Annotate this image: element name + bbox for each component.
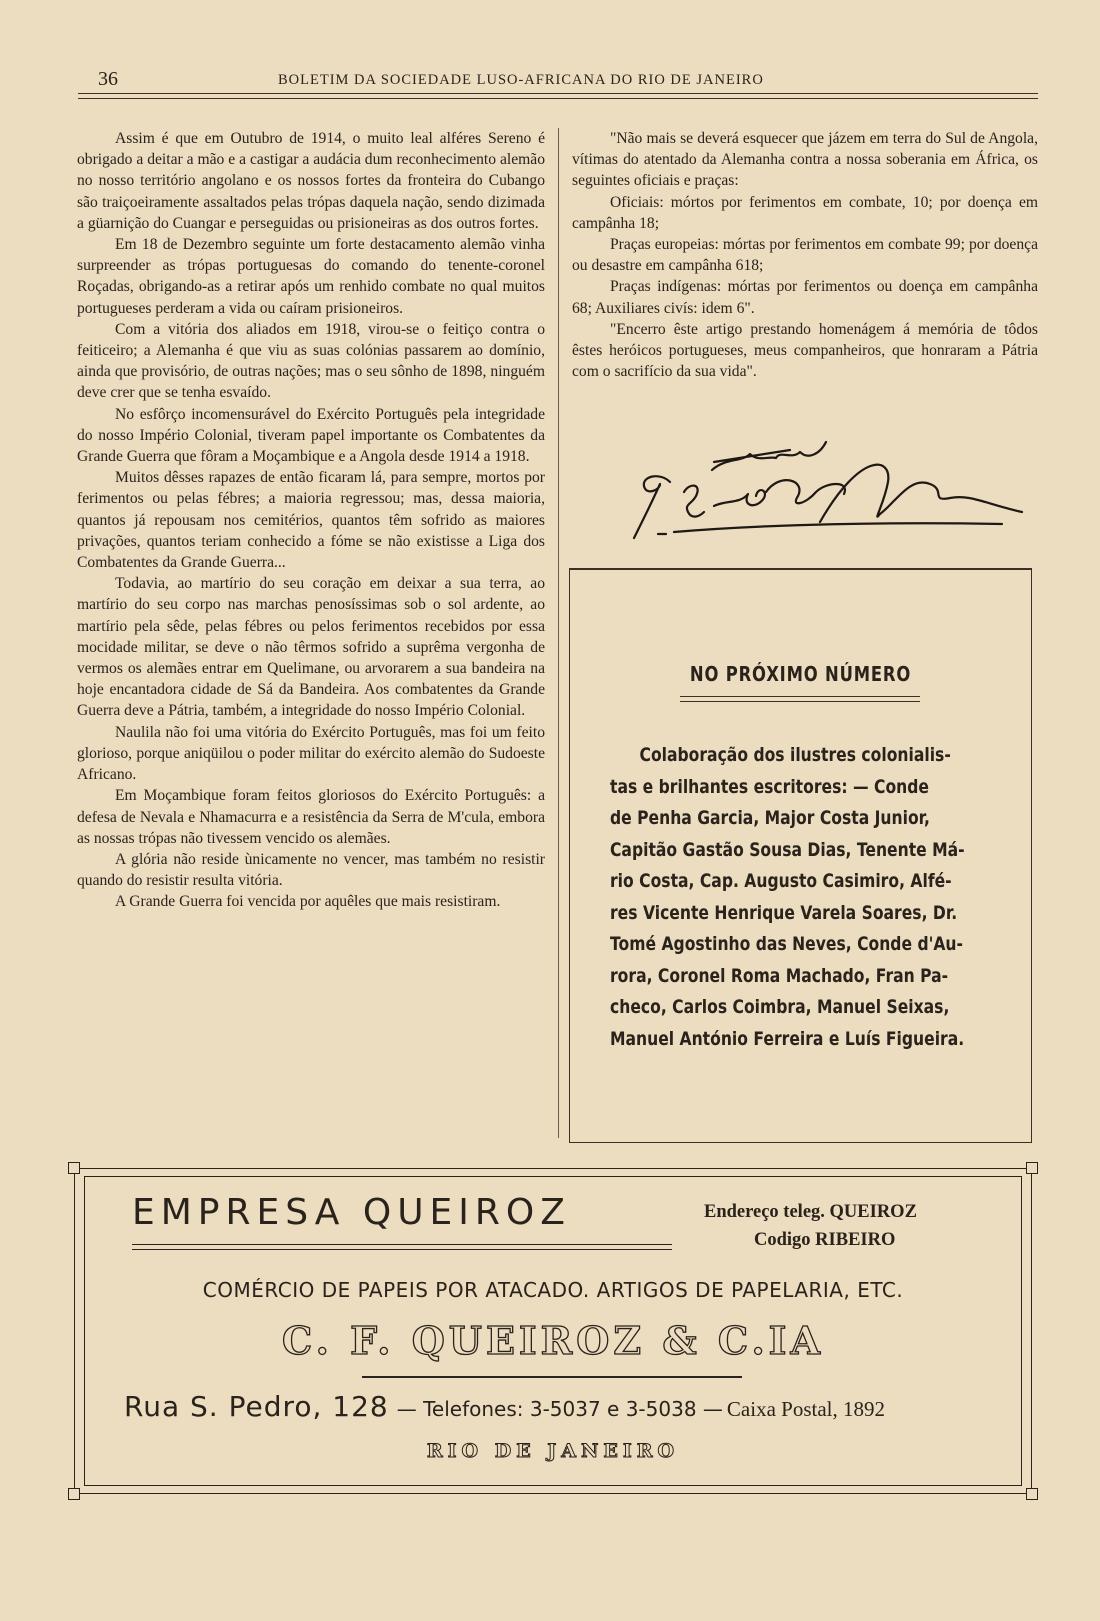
ad-city: RIO DE JANEIRO bbox=[426, 1440, 680, 1462]
contributors-line: res Vicente Henrique Varela Soares, Dr. bbox=[610, 901, 958, 924]
next-issue-title: NO PRÓXIMO NÚMERO bbox=[689, 662, 912, 686]
paragraph: Muitos dêsses rapazes de então ficaram lá, para sempre, mortos por ferimentos ou pelas fébres; a maioria regressou; mas, dessa maioria, quantos já repousam nos cemitérios, quantos têm sofrido as maiores privações, quantos teriam conhecido a fóme se não existisse a Liga dos Combatentes da Grande Guerra... bbox=[77, 469, 545, 572]
ad-code: Codigo RIBEIRO bbox=[754, 1230, 896, 1250]
contributors-line: Manuel António Ferreira e Luís Figueira. bbox=[610, 1027, 965, 1050]
handwritten-signature bbox=[630, 432, 1030, 552]
contributors-line: rora, Coronel Roma Machado, Fran Pa- bbox=[610, 964, 949, 987]
header-rule bbox=[78, 93, 1038, 99]
paragraph: Em 18 de Dezembro seguinte um forte destacamento alemão vinha surpreender as trópas portuguesas do comando do tenente-coronel Roçadas, obrigando-as a retirar após um renhido combate no qual muitos portugueses perderam a vida ou caíram prisioneiros. bbox=[77, 236, 545, 317]
paragraph: Com a vitória dos aliados em 1918, virou-se o feitiço contra o feiticeiro; a Alemanha é que viu as suas colónias passarem ao domínio, ainda que provisório, de outras nações; mas o seu sônho de 1898, ninguém deve crer que se tenha esvaído. bbox=[77, 320, 545, 402]
running-title: BOLETIM DA SOCIEDADE LUSO-AFRICANA DO RIO DE JANEIRO bbox=[278, 72, 764, 88]
ad-corner-ornament bbox=[68, 1162, 80, 1174]
paragraph: Naulila não foi uma vitória do Exército Português, mas foi um feito glorioso, porque aniqüilou o poder militar do exército alemão do Sudoeste Africano. bbox=[77, 723, 545, 784]
next-issue-rule bbox=[680, 696, 920, 702]
paragraph: Em Moçambique foram feitos gloriosos do Exército Português: a defesa de Nevala e Nhamacurra e a resistência da Serra de M'cula, embora as nossas trópas não tivessem vencido os alemães. bbox=[77, 787, 545, 847]
contributors-line: checo, Carlos Coimbra, Manuel Seixas, bbox=[610, 996, 950, 1018]
ad-corner-ornament bbox=[68, 1488, 80, 1500]
ad-corner-ornament bbox=[1026, 1488, 1038, 1500]
ad-corner-ornament bbox=[1026, 1162, 1038, 1174]
advertisement bbox=[74, 1168, 1032, 1494]
contributors-line: de Penha Garcia, Major Costa Junior, bbox=[610, 807, 930, 829]
ad-po-box: Caixa Postal, 1892 bbox=[726, 1397, 885, 1421]
paragraph: A Grande Guerra foi vencida por aquêles que mais resistiram. bbox=[115, 893, 501, 911]
contributors-line: rio Costa, Cap. Augusto Casimiro, Alfé- bbox=[610, 870, 952, 892]
contributors-line: tas e brilhantes escritores: — Conde bbox=[610, 775, 929, 798]
ad-firm-name: C. F. QUEIROZ & C.IA bbox=[282, 1318, 824, 1363]
page-number: 36 bbox=[98, 68, 118, 90]
ad-phones: — Telefones: 3-5037 e 3-5038 — bbox=[396, 1397, 723, 1421]
column-divider bbox=[558, 128, 559, 1138]
ad-commerce-line: COMÉRCIO DE PAPEIS POR ATACADO. ARTIGOS DE PAPELARIA, ETC. bbox=[202, 1278, 904, 1302]
ad-brand-rule bbox=[132, 1244, 672, 1250]
article-left-column bbox=[77, 128, 545, 913]
paragraph: No esfôrço incomensurável do Exército Português pela integridade do nosso Império Colonial, tiveram papel importante os Combatentes da Grande Guerra que fôram a Moçambique e a Angola desde 1914 a 1918. bbox=[77, 405, 545, 466]
paragraph: Assim é que em Outubro de 1914, o muito leal alféres Sereno é obrigado a deitar a mão e a castigar a audácia dum reconhecimento alemão no nosso território angolano e os nossos fortes da fronteira do Cubango são traiçoeiramente assaltados pelas trópas daquela nação, sendo dizimada a güarnição do Cuangar e perseguidas ou prisioneiras as dos outros fortes. bbox=[77, 130, 545, 232]
ad-firm-rule bbox=[362, 1376, 742, 1378]
ad-address-line bbox=[124, 1390, 885, 1423]
paragraph: A glória não reside ùnicamente no vencer, mas também no resistir quando do resistir resulta vitória. bbox=[77, 850, 545, 890]
contributors-line: Colaboração dos ilustres colonialis- bbox=[639, 744, 951, 766]
paragraph: Praças europeias: mórtas por ferimentos em combate 99; por doença ou desastre em campânha 618; bbox=[572, 236, 1038, 275]
ad-street: Rua S. Pedro, 128 bbox=[124, 1390, 389, 1423]
contributors-line: Capitão Gastão Sousa Dias, Tenente Má- bbox=[610, 838, 965, 861]
ad-brand-name: EMPRESA QUEIROZ bbox=[132, 1192, 571, 1233]
paragraph: Praças indígenas: mórtas por ferimentos ou doença em campânha 68; Auxiliares civís: idem 6". bbox=[572, 278, 1038, 317]
next-issue-contributors bbox=[610, 740, 995, 1055]
article-right-column bbox=[572, 128, 1038, 382]
next-issue-box bbox=[569, 568, 1032, 1143]
page-header bbox=[78, 66, 1038, 96]
paragraph: "Não mais se deverá esquecer que jázem em terra do Sul de Angola, vítimas do atentado da Alemanha contra a nossa soberania em África, os seguintes oficiais e praças: bbox=[572, 130, 1038, 190]
contributors-line: Tomé Agostinho das Neves, Conde d'Au- bbox=[610, 933, 963, 955]
ad-telegraph-address: Endereço teleg. QUEIROZ bbox=[704, 1202, 917, 1222]
paragraph: "Encerro êste artigo prestando homenágem á memória de tôdos êstes heróicos portugueses, meus companheiros, que honraram a Pátria com o sacrifício da sua vida". bbox=[572, 320, 1038, 381]
paragraph: Todavia, ao martírio do seu coração em deixar a sua terra, ao martírio do seu corpo nas marchas penosíssimas sob o sol ardente, ao martírio pela sêde, pelas fébres ou pelos ferimentos recebidos por essa mocidade militar, se deve o não têrmos sofrido a suprêma vergonha de vermos os alemães entrar em Quelimane, ou arvorarem a sua bandeira na hoje encantadora cidade de Sá da Bandeira. Aos combatentes da Grande Guerra deve a Pátria, também, a integridade do nosso Império Colonial. bbox=[77, 575, 545, 720]
paragraph: Oficiais: mórtos por ferimentos em combate, 10; por doença em campânha 18; bbox=[572, 193, 1038, 232]
